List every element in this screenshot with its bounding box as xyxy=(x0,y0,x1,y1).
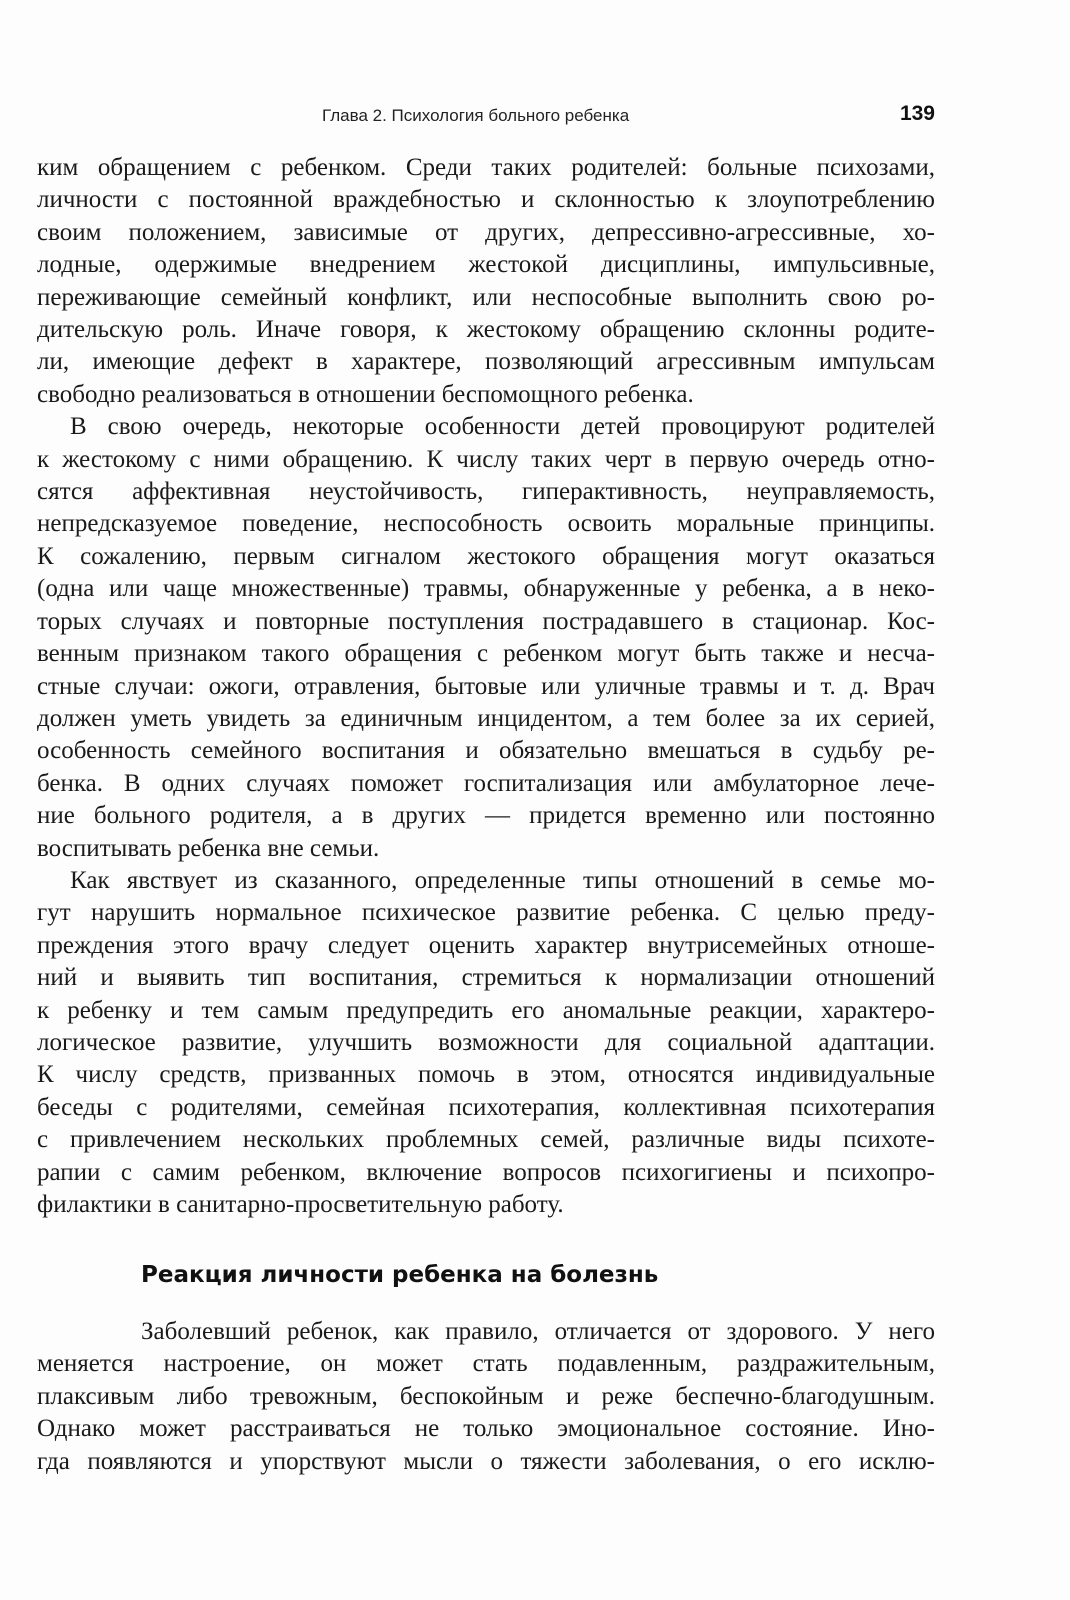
paragraph-4 xyxy=(37,1316,935,1478)
text-line: бенка. В одних случаях поможет госпитализация или амбулаторное лече- xyxy=(37,769,935,797)
text-line: должен уметь увидеть за единичным инцидентом, а тем более за их серией, xyxy=(37,704,935,732)
text-line: стные случаи: ожоги, отравления, бытовые или уличные травмы и т. д. Врач xyxy=(37,672,935,700)
text-line: с привлечением нескольких проблемных семей, различные виды психоте- xyxy=(37,1126,935,1154)
main-text xyxy=(37,152,935,1221)
text-line: Как явствует из сказанного, определенные типы отношений в семье мо- xyxy=(70,866,935,894)
text-line: дительскую роль. Иначе говоря, к жестокому обращению склонны родите- xyxy=(37,316,935,344)
text-line: (одна или чаще множественные) травмы, обнаруженные у ребенка, а в неко- xyxy=(37,575,935,603)
paragraph-2 xyxy=(37,411,935,865)
text-line: ким обращением с ребенком. Среди таких родителей: больные психозами, xyxy=(37,154,935,181)
text-line: ние больного родителя, а в других — придется временно или постоянно xyxy=(37,802,935,830)
text-line: преждения этого врачу следует оценить характер внутрисемейных отноше- xyxy=(37,931,935,959)
page-number: 139 xyxy=(899,102,935,125)
section-heading: Реакция личности ребенка на болезнь xyxy=(141,1262,659,1288)
text-line: Заболевший ребенок, как правило, отличается от здорового. У него xyxy=(141,1318,935,1345)
text-line: К сожалению, первым сигналом жестокого обращения могут оказаться xyxy=(37,542,935,570)
text-line: ний и выявить тип воспитания, стремиться к нормализации отношений xyxy=(37,964,935,992)
text-line: переживающие семейный конфликт, или неспособные выполнить свою ро- xyxy=(37,283,935,311)
chapter-title: Глава 2. Психология больного ребенка xyxy=(322,106,630,125)
text-line: логическое развитие, улучшить возможности для социальной адаптации. xyxy=(37,1028,935,1056)
text-line: к ребенку и тем самым предупредить его аномальные реакции, характеро- xyxy=(37,996,935,1024)
text-line: особенность семейного воспитания и обязательно вмешаться в судьбу ре- xyxy=(37,737,935,765)
text-line: меняется настроение, он может стать подавленным, раздражительным, xyxy=(37,1350,935,1378)
text-line: воспитывать ребенка вне семьи. xyxy=(37,834,380,862)
text-line: гут нарушить нормальное психическое развитие ребенка. С целью преду- xyxy=(37,899,935,927)
text-line: непредсказуемое поведение, неспособность освоить моральные принципы. xyxy=(37,510,935,538)
text-line: Однако может расстраиваться не только эмоциональное состояние. Ино- xyxy=(37,1415,935,1443)
text-line: своим положением, зависимые от других, депрессивно-агрессивные, хо- xyxy=(37,218,935,246)
text-line: свободно реализоваться в отношении беспомощного ребенка. xyxy=(37,380,694,408)
text-line: К числу средств, призванных помочь в этом, относятся индивидуальные xyxy=(37,1061,935,1089)
text-line: рапии с самим ребенком, включение вопросов психогигиены и психопро- xyxy=(37,1158,935,1186)
text-line: венным признаком такого обращения с ребенком могут быть также и несча- xyxy=(37,640,935,668)
text-line: В свою очередь, некоторые особенности детей провоцируют родителей xyxy=(70,413,935,441)
text-line: плаксивым либо тревожным, беспокойным и реже беспечно-благодушным. xyxy=(37,1382,935,1410)
paragraph-3 xyxy=(37,865,935,1221)
text-line: филактики в санитарно-просветительную работу. xyxy=(37,1191,564,1218)
section-text xyxy=(37,1316,935,1478)
text-line: ли, имеющие дефект в характере, позволяющий агрессивным импульсам xyxy=(37,348,935,376)
text-line: гда появляются и упорствуют мысли о тяжести заболевания, о его исклю- xyxy=(37,1447,935,1475)
text-line: лодные, одержимые внедрением жестокой дисциплины, импульсивные, xyxy=(37,251,935,279)
text-line: торых случаях и повторные поступления пострадавшего в стационар. Кос- xyxy=(37,607,935,635)
text-line: сятся аффективная неустойчивость, гиперактивность, неуправляемость, xyxy=(37,478,935,506)
paragraph-1 xyxy=(37,152,935,411)
running-header xyxy=(37,102,935,132)
text-line: личности с постоянной враждебностью и склонностью к злоупотреблению xyxy=(37,186,935,214)
text-line: к жестокому с ними обращению. К числу таких черт в первую очередь отно- xyxy=(37,445,935,473)
text-line: беседы с родителями, семейная психотерапия, коллективная психотерапия xyxy=(37,1093,935,1121)
